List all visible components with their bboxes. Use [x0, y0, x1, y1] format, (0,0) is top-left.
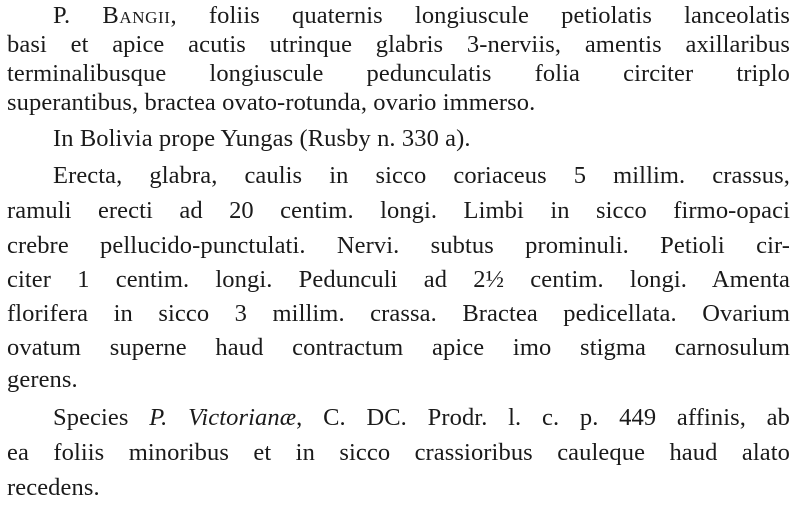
diagnosis-text: , foliis quaternis longiuscule petiolatis lanceolatis	[170, 2, 790, 29]
related-species-name: P. Victorianæ	[149, 404, 297, 431]
locality-line: In Bolivia prope Yungas (Rusby n. 330 a).	[53, 125, 471, 152]
diagnosis-line-1	[53, 2, 790, 30]
description-line-4: citer 1 centim. longi. Pedunculi ad 2½ centim. longi. Amenta	[7, 266, 790, 293]
affinity-line-3: recedens.	[7, 474, 100, 501]
affinity-line-2: ea foliis minoribus et in sicco crassioribus cauleque haud alato	[7, 439, 790, 466]
affinity-text: , C. DC. Prodr. l. c. p. 449 affinis, ab	[296, 404, 790, 431]
diagnosis-line-3: terminalibusque longiuscule pedunculatis folia circiter triplo	[7, 60, 790, 87]
diagnosis-line-2: basi et apice acutis utrinque glabris 3-nerviis, amentis axillaribus	[7, 31, 790, 58]
description-line-5: florifera in sicco 3 millim. crassa. Bractea pedicellata. Ovarium	[7, 300, 790, 327]
affinity-line-1	[53, 404, 790, 432]
diagnosis-line-4: superantibus, bractea ovato-rotunda, ovario immerso.	[7, 89, 536, 116]
description-line-6: ovatum superne haud contractum apice imo stigma carnosulum	[7, 334, 790, 361]
description-line-3: crebre pellucido-punctulati. Nervi. subtus prominuli. Petioli cir-	[7, 232, 790, 259]
species-epithet: Bangii	[102, 2, 171, 29]
description-line-7: gerens.	[7, 366, 78, 393]
description-line-2: ramuli erecti ad 20 centim. longi. Limbi in sicco firmo-opaci	[7, 197, 790, 224]
description-line-1: Erecta, glabra, caulis in sicco coriaceus 5 millim. crassus,	[53, 162, 790, 189]
species-prefix: P.	[53, 2, 103, 29]
affinity-prefix: Species	[53, 404, 150, 431]
